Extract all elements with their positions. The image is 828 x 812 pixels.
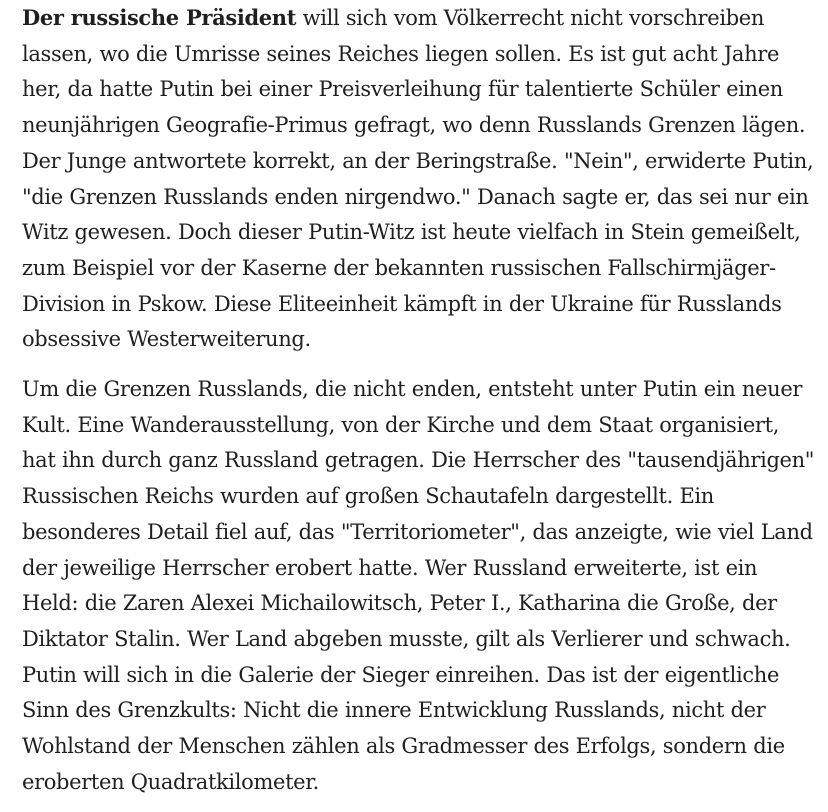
paragraph-lead: Der russische Präsident [22, 5, 297, 30]
article-body [22, 0, 818, 800]
article-paragraph-2 [22, 372, 818, 800]
article-paragraph-1 [22, 0, 818, 358]
paragraph-text: Um die Grenzen Russlands, die nicht enden, entsteht unter Putin ein neuer Kult. Eine Wanderausstellung, von der Kirche und dem Staat organisiert, hat ihn durch ganz Russland getragen. Die Herrscher des "tausendjährigen" Russischen Reichs wurden auf großen Schautafeln dargestellt. Ein besonderes Detail fiel auf, das "Territoriometer", das anzeigte, wie viel Land der jeweilige Herrscher erobert hatte. Wer Russland erweiterte, ist ein Held: die Zaren Alexei Michailowitsch, Peter I., Katharina die Große, der Diktator Stalin. Wer Land abgeben musste, gilt als Verlierer und schwach. Putin will sich in die Galerie der Sieger einreihen. Das ist der eigentliche Sinn des Grenzkults: Nicht die innere Entwicklung Russlands, nicht der Wohlstand der Menschen zählen als Gradmesser des Erfolgs, sondern die eroberten Quadratkilometer. [22, 377, 815, 794]
paragraph-text: will sich vom Völkerrecht nicht vorschreiben lassen, wo die Umrisse seines Reiches liegen sollen. Es ist gut acht Jahre her, da hatte Putin bei einer Preisverleihung für talentierte Schüler einen neunjährigen Geografie-Primus gefragt, wo denn Russlands Grenzen lägen. Der Junge antwortete korrekt, an der Beringstraße. "Nein", erwiderte Putin, "die Grenzen Russlands enden nirgendwo." Danach sagte er, das sei nur ein Witz gewesen. Doch dieser Putin-Witz ist heute vielfach in Stein gemeißelt, zum Beispiel vor der Kaserne der bekannten russischen Fallschirmjäger-Division in Pskow. Diese Eliteeinheit kämpft in der Ukraine für Russlands obsessive Westerweiterung. [22, 6, 814, 352]
